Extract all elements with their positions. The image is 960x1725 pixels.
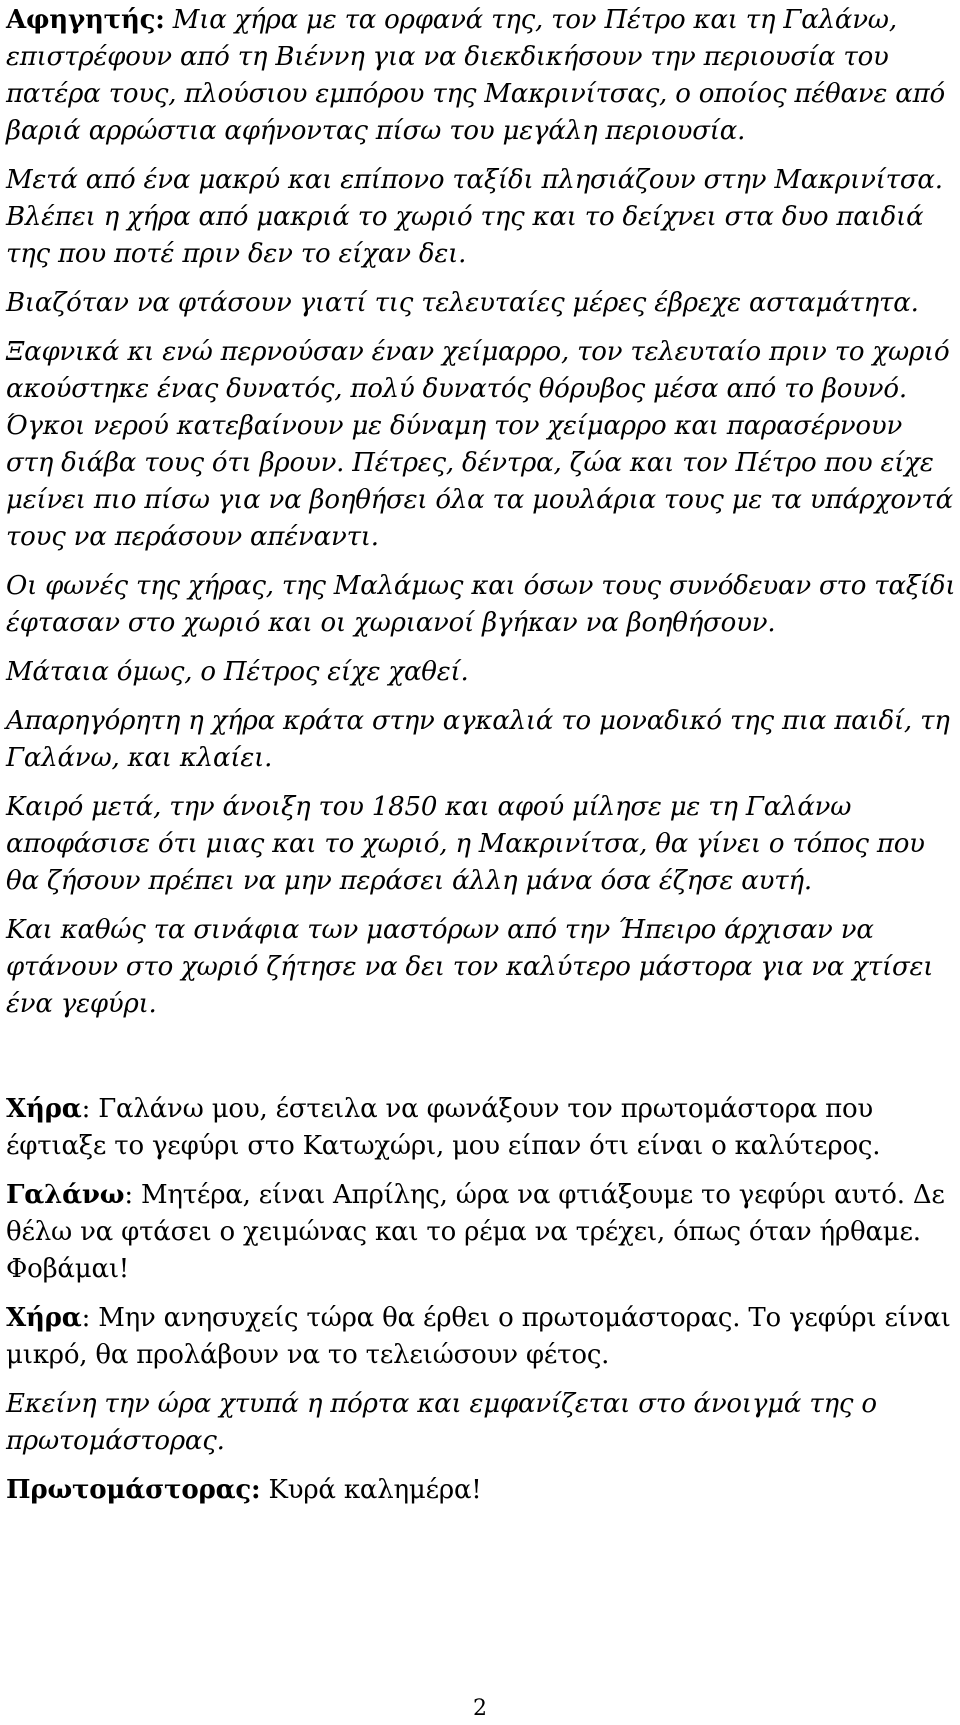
- narrator-label: Αφηγητής:: [6, 5, 165, 35]
- section-spacer: [6, 1023, 956, 1091]
- narration-paragraph: Και καθώς τα σινάφια των μαστόρων από την Ήπειρο άρχισαν να φτάνουν στο χωριό ζήτησε να δει τον καλύτερο μάστορα για να χτίσει ένα γεφύρι.: [6, 915, 934, 1019]
- dialogue-speaker: Χήρα: [6, 1094, 82, 1124]
- narration-paragraph: Μετά από ένα μακρύ και επίπονο ταξίδι πλησιάζουν στην Μακρινίτσα. Βλέπει η χήρα από μακριά το χωριό της και το δείχνει στα δυο παιδιά της που ποτέ πριν δεν το είχαν δει.: [6, 165, 943, 269]
- narration-paragraph: Βιαζόταν να φτάσουν γιατί τις τελευταίες μέρες έβρεχε ασταμάτητα.: [6, 288, 919, 318]
- dialogue-separator: :: [124, 1180, 141, 1210]
- narration-paragraph: Μάταια όμως, ο Πέτρος είχε χαθεί.: [6, 657, 469, 687]
- dialogue-line: [6, 1091, 956, 1165]
- document-page: [6, 2, 956, 1509]
- dialogue-separator: :: [81, 1303, 99, 1333]
- dialogue-line: [6, 1472, 956, 1509]
- narration-intro: [6, 2, 956, 150]
- narration-intro-text: Μια χήρα με τα ορφανά της, τον Πέτρο και τη Γαλάνω, επιστρέφουν από τη Βιέννη για να διεκδικήσουν την περιουσία του πατέρα τους, πλούσιου εμπόρου της Μακρινίτσας, ο οποίος πέθανε από βαριά αρρώστια αφήνοντας πίσω του μεγάλη περιουσία.: [6, 5, 945, 146]
- narration-paragraph: Καιρό μετά, την άνοιξη του 1850 και αφού μίλησε με τη Γαλάνω αποφάσισε ότι μιας και το χωριό, η Μακρινίτσα, θα γίνει ο τόπος που θα ζήσουν πρέπει να μην περάσει άλλη μάνα όσα έζησε αυτή.: [6, 792, 925, 896]
- stage-direction: Εκείνη την ώρα χτυπά η πόρτα και εμφανίζεται στο άνοιγμά της ο πρωτομάστορας.: [6, 1389, 877, 1456]
- dialogue-speaker: Χήρα: [6, 1303, 82, 1333]
- dialogue-text: Μητέρα, είναι Απρίλης, ώρα να φτιάξουμε το γεφύρι αυτό. Δε θέλω να φτάσει ο χειμώνας και το ρέμα να τρέχει, όπως όταν ήρθαμε. Φοβάμαι!: [6, 1180, 945, 1284]
- narration-paragraph: Ξαφνικά κι ενώ περνούσαν έναν χείμαρρο, τον τελευταίο πριν το χωριό ακούστηκε ένας δυνατός, πολύ δυνατός θόρυβος μέσα από το βουνό. Όγκοι νερού κατεβαίνουν με δύναμη τον χείμαρρο και παρασέρνουν στη διάβα τους ότι βρουν. Πέτρες, δέντρα, ζώα και τον Πέτρο που είχε μείνει πιο πίσω για να βοηθήσει όλα τα μουλάρια τους με τα υπάρχοντά τους να περάσουν απέναντι.: [6, 337, 953, 552]
- page-number: 2: [473, 1696, 487, 1721]
- dialogue-separator: :: [81, 1094, 99, 1124]
- dialogue-text: Κυρά καλημέρα!: [260, 1475, 482, 1505]
- dialogue-text: Μην ανησυχείς τώρα θα έρθει ο πρωτομάστορας. Το γεφύρι είναι μικρό, θα προλάβουν να το τελειώσουν φέτος.: [6, 1303, 951, 1370]
- dialogue-speaker: Γαλάνω: [6, 1180, 125, 1210]
- narration-paragraph: Απαρηγόρητη η χήρα κράτα στην αγκαλιά το μοναδικό της πια παιδί, τη Γαλάνω, και κλαίει.: [6, 706, 950, 773]
- dialogue-line: [6, 1300, 956, 1374]
- narration-paragraph: Οι φωνές της χήρας, της Μαλάμως και όσων τους συνόδευαν στο ταξίδι έφτασαν στο χωριό και οι χωριανοί βγήκαν να βοηθήσουν.: [6, 571, 956, 638]
- dialogue-text: Γαλάνω μου, έστειλα να φωνάξουν τον πρωτομάστορα που έφτιαξε το γεφύρι στο Κατωχώρι, μου είπαν ότι είναι ο καλύτερος.: [6, 1094, 881, 1161]
- dialogue-line: [6, 1177, 956, 1288]
- dialogue-speaker: Πρωτομάστορας:: [6, 1475, 261, 1505]
